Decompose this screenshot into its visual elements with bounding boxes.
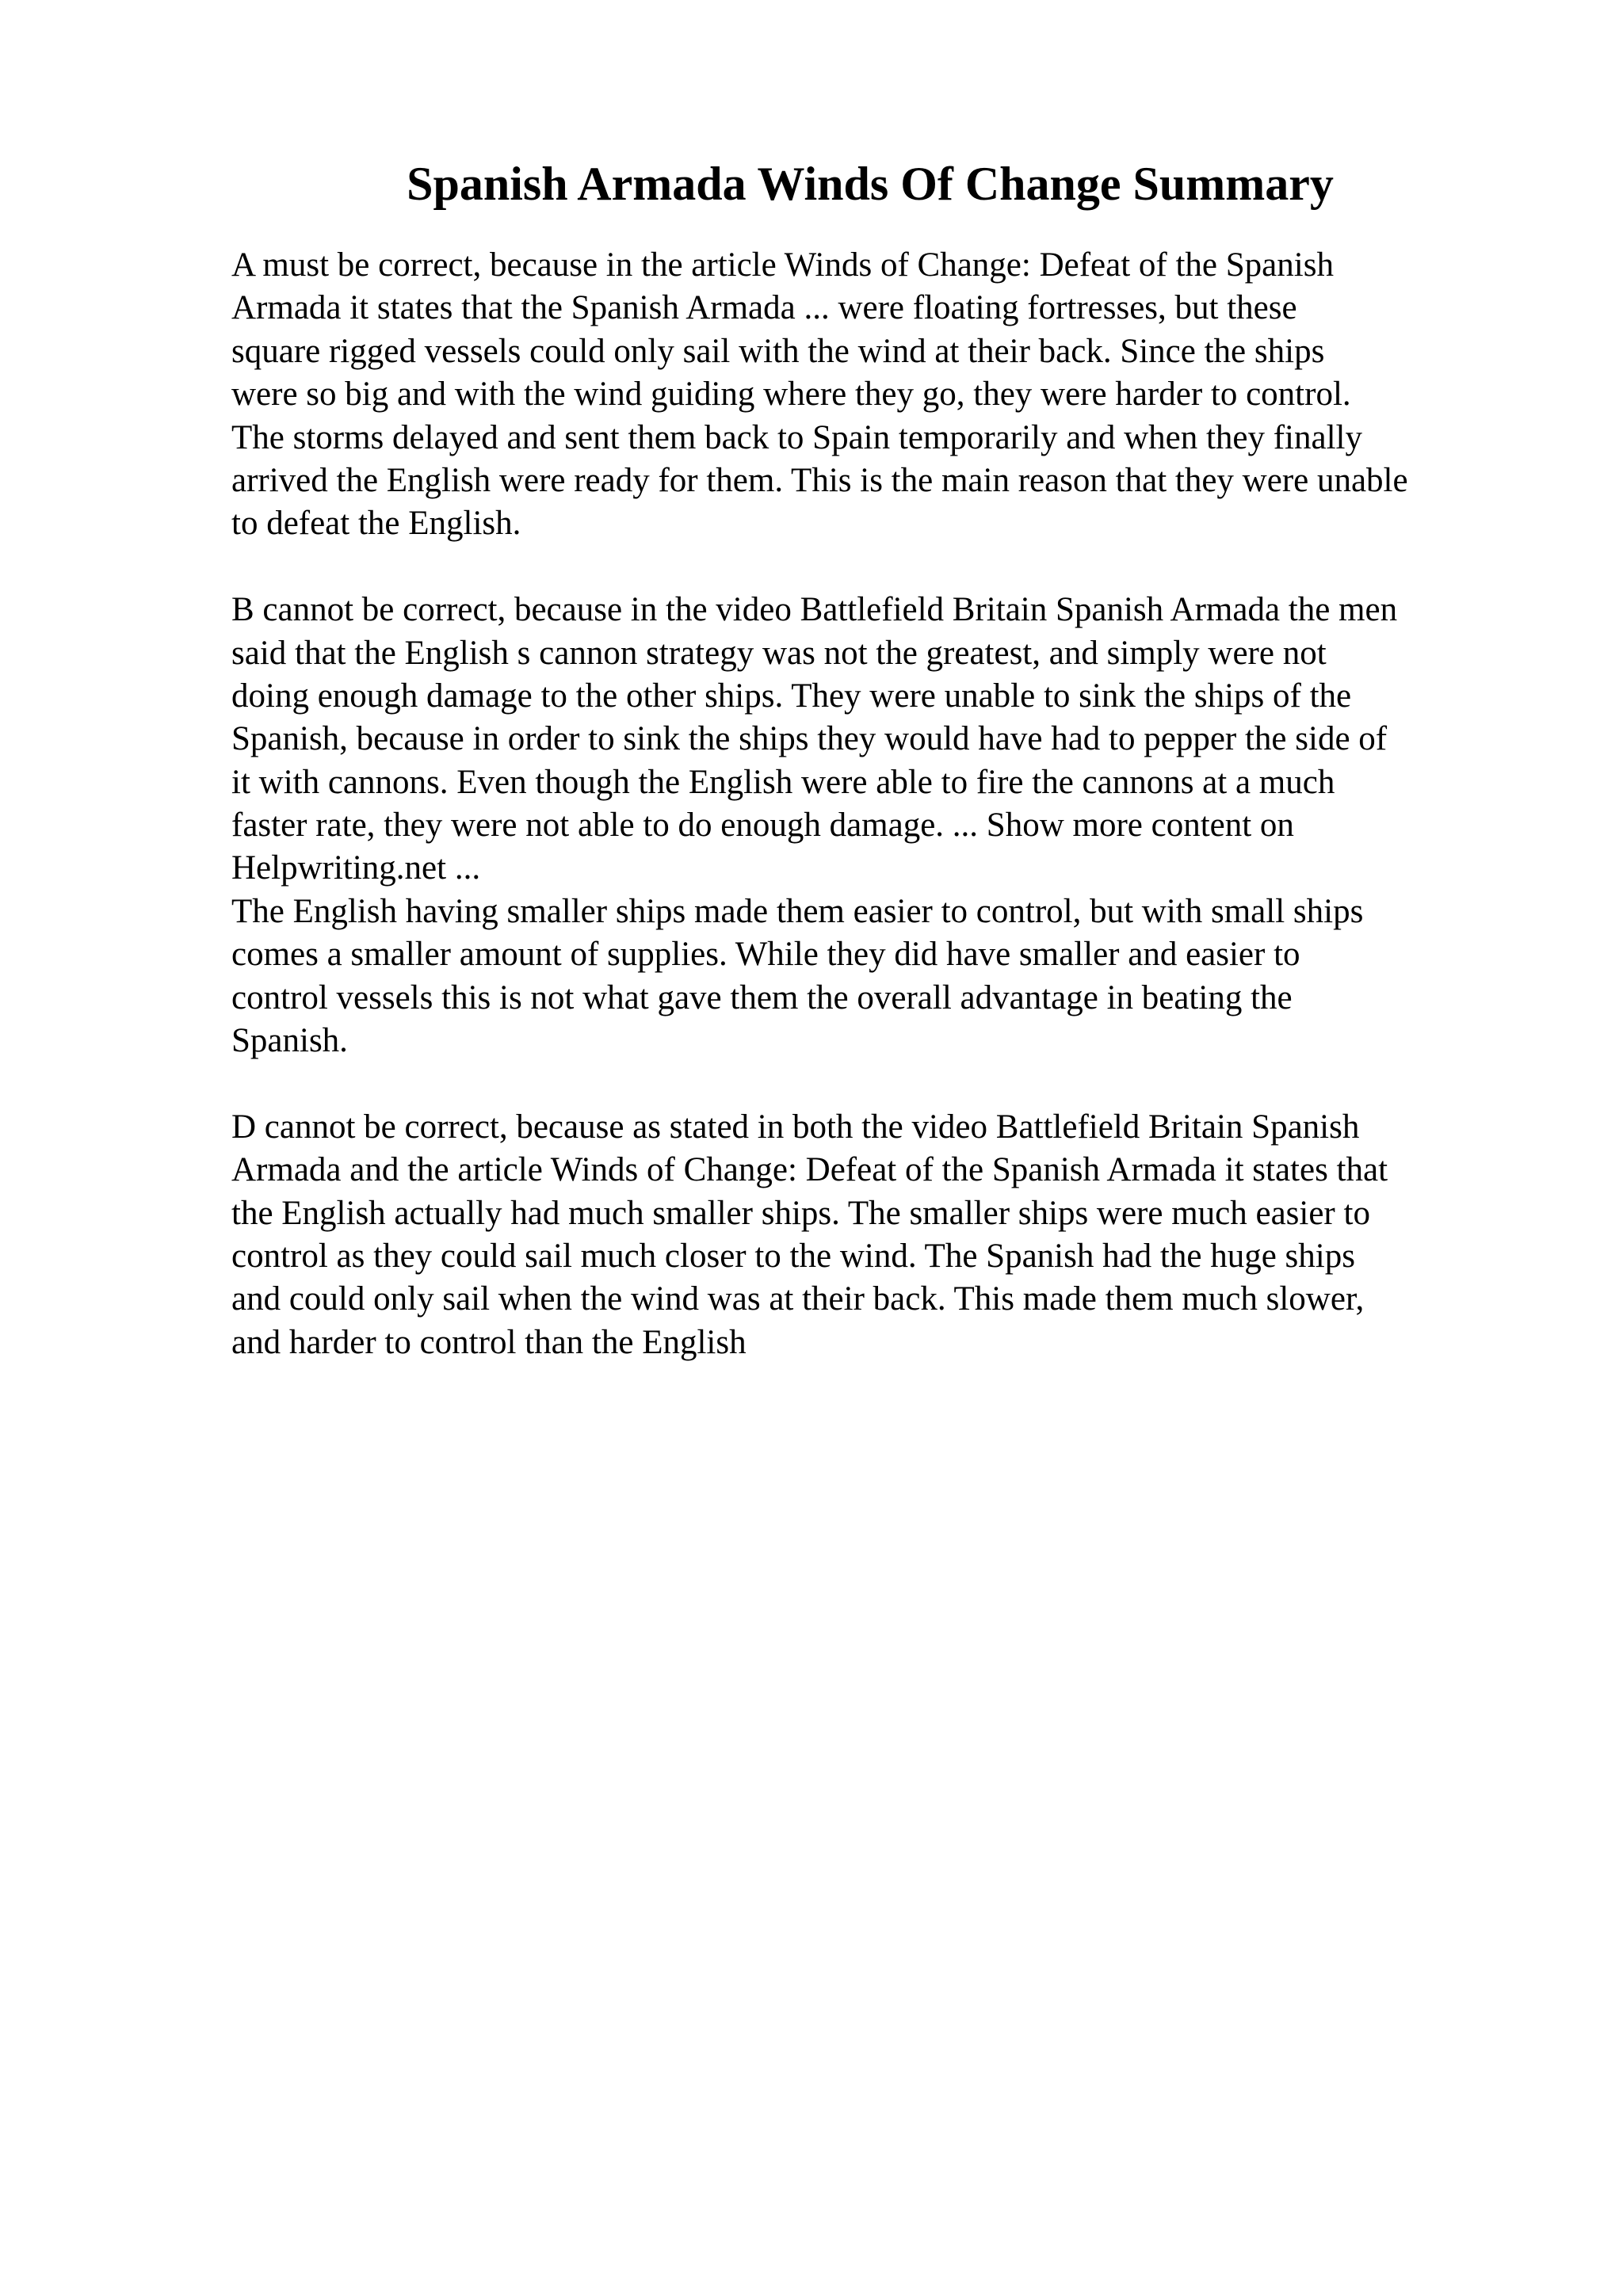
- paragraph-a: [231, 244, 1531, 546]
- text-line: D cannot be correct, because as stated in both the video Battlefield Britain Spanish: [231, 1108, 1360, 1146]
- document-title: Spanish Armada Winds Of Change Summary: [407, 158, 1334, 210]
- document-body: [231, 244, 1531, 1364]
- text-line: The storms delayed and sent them back to Spain temporarily and when they finally: [231, 418, 1362, 456]
- paragraph-d: [231, 1106, 1531, 1364]
- text-line: control as they could sail much closer to the wind. The Spanish had the huge ships: [231, 1237, 1355, 1275]
- text-line: and harder to control than the English: [231, 1323, 747, 1361]
- text-line: doing enough damage to the other ships. They were unable to sink the ships of the: [231, 677, 1352, 715]
- text-line: arrived the English were ready for them. This is the main reason that they were unable: [231, 461, 1408, 499]
- text-line: Armada and the article Winds of Change: Defeat of the Spanish Armada it states that: [231, 1151, 1388, 1189]
- text-line: faster rate, they were not able to do enough damage. ... Show more content on: [231, 807, 1294, 845]
- text-line: square rigged vessels could only sail with the wind at their back. Since the ships: [231, 332, 1325, 370]
- paragraph-b: [231, 589, 1531, 1062]
- text-line: Armada it states that the Spanish Armada ... were floating fortresses, but these: [231, 289, 1297, 327]
- text-line: were so big and with the wind guiding where they go, they were harder to control.: [231, 376, 1351, 414]
- text-line: said that the English s cannon strategy was not the greatest, and simply were not: [231, 634, 1327, 672]
- text-line: it with cannons. Even though the English were able to fire the cannons at a much: [231, 763, 1335, 801]
- text-line: the English actually had much smaller ships. The smaller ships were much easier to: [231, 1194, 1370, 1232]
- paragraph-gap: [231, 546, 1531, 589]
- text-line: A must be correct, because in the article Winds of Change: Defeat of the Spanish: [231, 246, 1334, 284]
- text-line: B cannot be correct, because in the video Battlefield Britain Spanish Armada the men: [231, 591, 1398, 629]
- paragraph-gap: [231, 1062, 1531, 1105]
- text-line: control vessels this is not what gave them the overall advantage in beating the: [231, 978, 1293, 1016]
- text-line: Spanish, because in order to sink the ships they would have had to pepper the side of: [231, 720, 1388, 758]
- text-line: The English having smaller ships made them easier to control, but with small ships: [231, 892, 1364, 930]
- text-line: and could only sail when the wind was at their back. This made them much slower,: [231, 1280, 1365, 1318]
- text-line: Helpwriting.net ...: [231, 849, 481, 887]
- text-line: Spanish.: [231, 1022, 348, 1060]
- text-line: comes a smaller amount of supplies. While they did have smaller and easier to: [231, 936, 1300, 974]
- text-line: to defeat the English.: [231, 505, 521, 543]
